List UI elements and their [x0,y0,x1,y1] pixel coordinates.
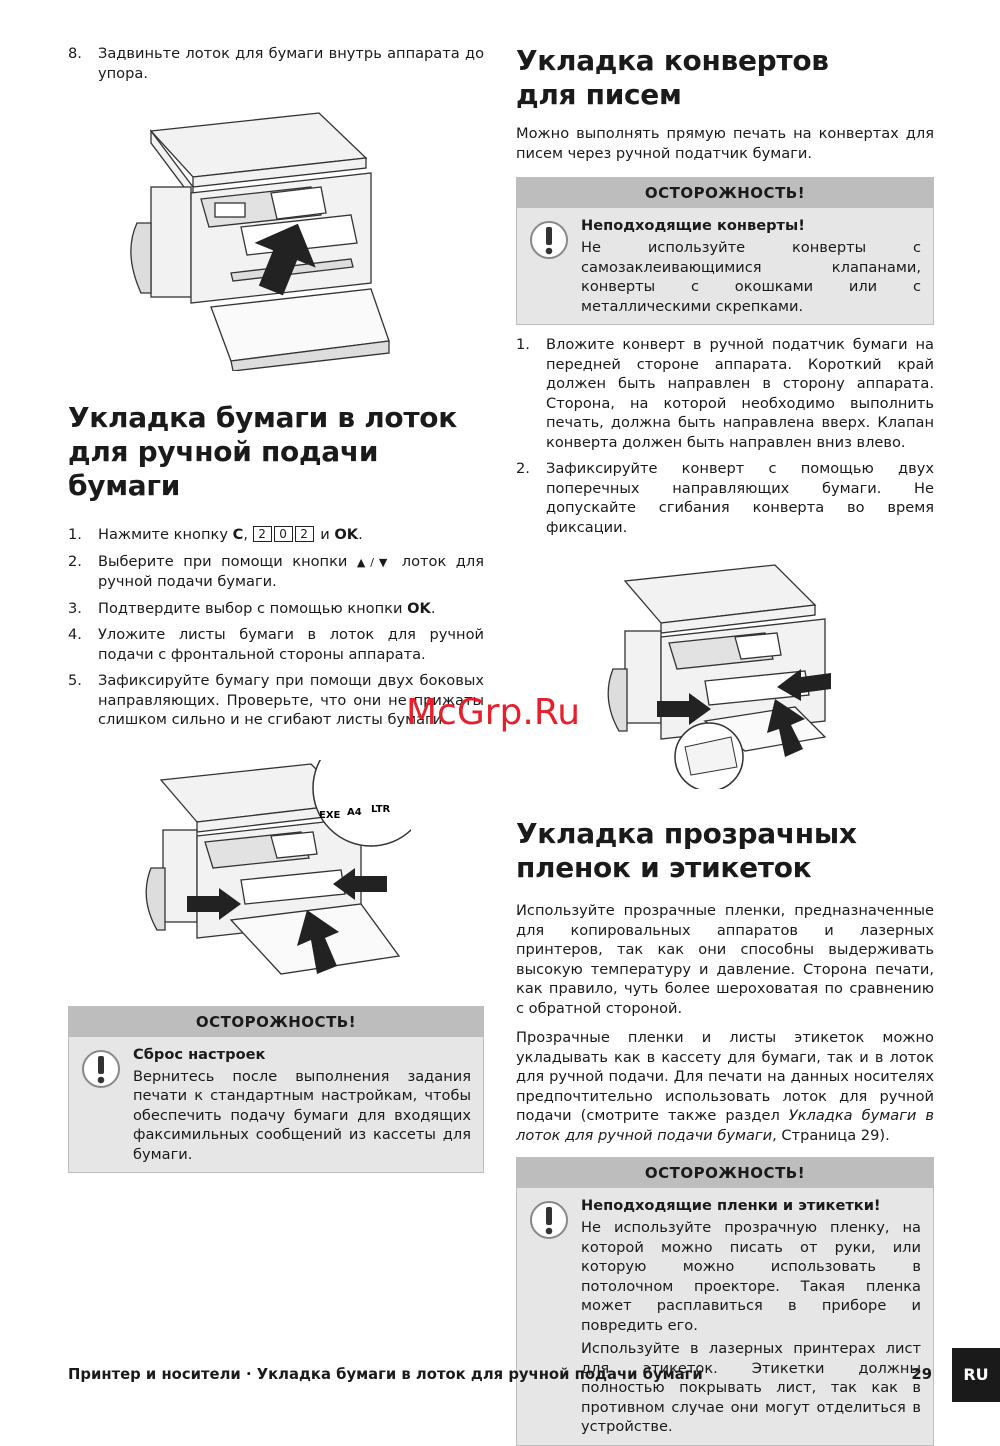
transparencies-paragraph-2 [516,1028,934,1145]
envelopes-intro: Можно выполнять прямую печать на конвертах для писем через ручной податчик бумаги. [516,125,934,162]
caution-text: Не используйте конверты с самозаклеивающимися клапанами, конверты с окошками или с металлическими скрепками. [581,239,921,315]
list-item [516,459,934,537]
list-item [68,525,484,545]
caution-box-reset [68,1006,484,1174]
left-column [68,44,484,1173]
footer-text: Принтер и носители · Укладка бумаги в лоток для ручной подачи бумаги [68,1366,703,1383]
separator: , [243,526,253,543]
arrow-keys-icon: ▲/▼ [356,555,393,569]
caution-header: ОСТОРОЖНОСТЬ! [517,178,933,208]
key-2b: 2 [295,526,314,542]
caution-text: Вернитесь после выполнения задания печати к стандартным настройкам, чтобы обеспечить подачу бумаги для входящих факсимильных сообщений из кассеты для бумаги. [133,1067,471,1163]
caution-title: Неподходящие конверты! [581,217,805,234]
caution-text-1: Не используйте прозрачную пленку, на которой можно писать от руки, или которую можно использовать в потолочном проекторе. Такая пленка может расплавиться в приборе и повредить его. [581,1219,921,1334]
paragraph-text-end: , Страница 29). [772,1126,890,1144]
step-text: Зафиксируйте бумагу при помощи двух боковых направляющих. Проверьте, что они не прижаты слишком сильно и не сгибают листы бумаги. [98,672,484,728]
list-item [68,44,484,83]
key-c: C [232,526,244,543]
caution-header: ОСТОРОЖНОСТЬ! [69,1007,483,1037]
key-0: 0 [274,526,293,542]
section-reference-link[interactable]: Укладка бумаги в лоток для ручной подачи бумаги [516,1107,934,1144]
step-text: Задвиньте лоток для бумаги внутрь аппарата до упора. [98,45,484,82]
page-number: 29 [911,1366,932,1383]
manual-feed-heading: Укладка бумаги в лоток для ручной подачи бумаги [68,401,457,502]
step-text: Нажмите кнопку [98,526,233,543]
step-number: 8. [68,45,82,62]
caution-header: ОСТОРОЖНОСТЬ! [517,1158,933,1188]
period: . [430,599,436,617]
envelopes-heading: Укладка конвертов для писем [516,44,829,111]
step-number: 1. [516,336,530,353]
step-text: Зафиксируйте конверт с помощью двух поперечных направляющих бумаги. Не допускайте сгибания конверта во время фиксации. [546,460,934,536]
step-number: 3. [68,599,82,617]
key-2: 2 [253,526,272,542]
list-item [68,625,484,664]
step-number: 1. [68,526,82,543]
caution-title: Неподходящие пленки и этикетки! [581,1197,881,1214]
caution-body [69,1037,483,1173]
key-ok: OK [407,599,431,617]
transparencies-paragraph-1: Используйте прозрачные пленки, предназначенные для копировальных аппаратов и лазерных принтеров, так как они способны выдерживать высокую температуру и давление. Сторона печати, как правило, чуть более шероховатая по сравнению с обратной стороной. [516,902,934,1017]
label-ltr: LTR [371,803,391,815]
list-item [516,335,934,452]
caution-box-envelopes [516,177,934,325]
transparencies-heading: Укладка прозрачных пленок и этикеток [516,817,857,884]
warning-icon [529,1198,569,1242]
envelope-feed-illustration [605,561,845,789]
step-number: 2. [68,552,82,570]
step-text-end: лоток для ручной подачи бумаги. [98,552,484,590]
paragraph-text: Прозрачные пленки и листы этикеток можно укладывать как в кассету для бумаги, так и в лоток для ручной подачи. Для печати на данных носителях предпочтительно использовать лоток для ручной подачи (смотрите также раздел [516,1029,934,1124]
page-footer [68,1366,932,1383]
list-item [68,552,484,592]
warning-icon [81,1047,121,1091]
step-number: 2. [516,460,530,477]
step-text: Вложите конверт в ручной податчик бумаги на передней стороне аппарата. Короткий край должен быть направлен в сторону аппарата. Сторона, на которой необходимо выполнить печать, должна быть направлена вверх. Клапан конверта должен быть направлен вниз влево. [546,336,934,451]
caution-body [517,208,933,324]
key-ok: OK [334,526,359,543]
caution-body [517,1188,933,1445]
period: . [358,526,363,543]
label-a4: A4 [347,806,362,818]
language-tab: RU [952,1348,1000,1402]
step-number: 4. [68,626,82,643]
printer-paper-tray-illustration [121,103,431,371]
caution-box-transparencies [516,1157,934,1446]
envelope-steps [516,335,934,537]
label-exe: EXE [319,809,341,821]
watermark: McGrp.Ru [406,692,581,733]
manual-feed-illustration [141,760,411,976]
step-text: Уложите листы бумаги в лоток для ручной подачи с фронтальной стороны аппарата. [98,626,484,663]
list-item [68,599,484,619]
right-column [516,44,934,1446]
step-text: Подтвердите выбор с помощью кнопки [98,599,408,617]
step-number: 5. [68,672,82,689]
step-text: Выберите при помощи кнопки [98,552,357,570]
caution-title: Сброс настроек [133,1045,266,1063]
caution-text-2: Используйте в лазерных принтерах лист для этикеток. Этикетки должны полностью покрывать лист, так как в противном случае они могут отделиться в устройстве. [581,1340,921,1435]
warning-icon [529,218,569,262]
step-8-list [68,44,484,83]
conjunction: и [315,526,335,543]
